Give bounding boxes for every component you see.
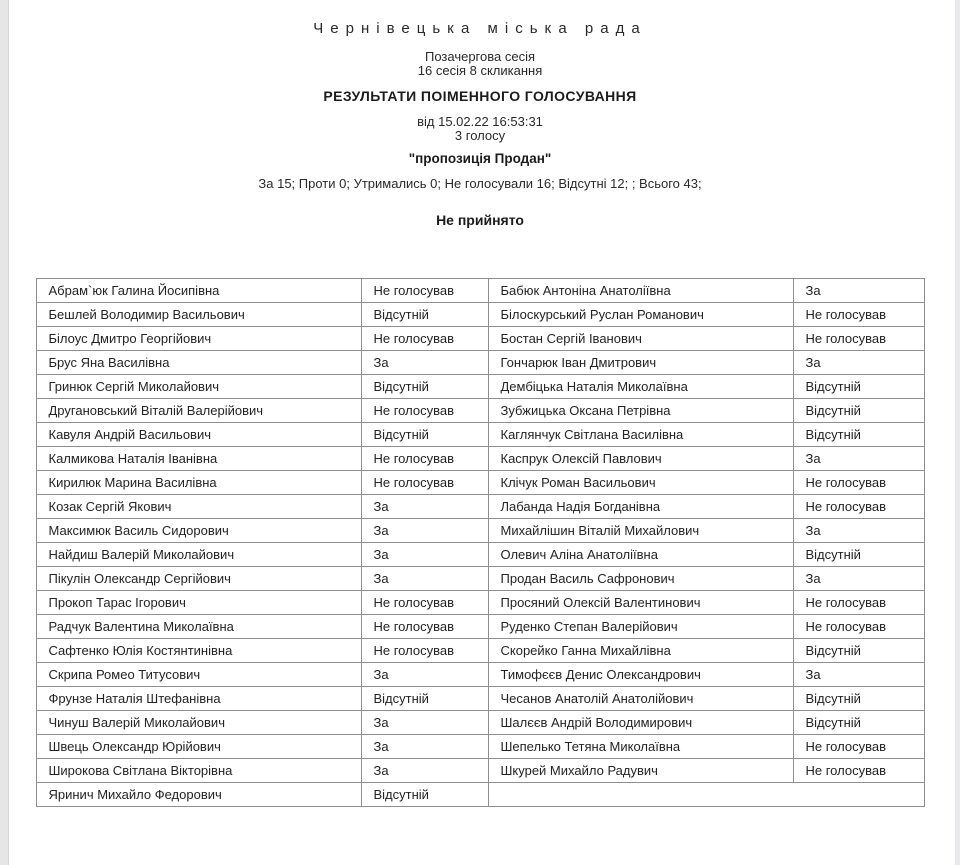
deputy-name-cell: Каглянчук Світлана Василівна (488, 423, 793, 447)
deputy-name-cell: Клічук Роман Васильович (488, 471, 793, 495)
deputy-name-cell: Лабанда Надія Богданівна (488, 495, 793, 519)
table-row (36, 471, 924, 495)
deputy-name-cell: Гринюк Сергій Миколайович (36, 375, 361, 399)
vote-cell: Відсутній (361, 687, 488, 711)
table-row (36, 543, 924, 567)
deputy-name-cell: Абрам`юк Галина Йосипівна (36, 279, 361, 303)
deputy-name-cell: Михайлішин Віталій Михайлович (488, 519, 793, 543)
vote-cell: За (793, 447, 924, 471)
table-row (36, 495, 924, 519)
deputy-name-cell: Кирилюк Марина Василівна (36, 471, 361, 495)
vote-cell: Не голосував (793, 327, 924, 351)
vote-cell: За (361, 567, 488, 591)
vote-cell: Не голосував (361, 615, 488, 639)
vote-cell: Не голосував (361, 591, 488, 615)
vote-datetime: від 15.02.22 16:53:31 (417, 114, 543, 129)
vote-cell: Відсутній (793, 399, 924, 423)
session-number: 16 сесія 8 скликання (417, 63, 543, 78)
vote-cell: Відсутній (361, 783, 488, 807)
deputy-name-cell: Білоскурський Руслан Романович (488, 303, 793, 327)
deputy-name-cell: Козак Сергій Якович (36, 495, 361, 519)
deputy-name-cell: Дембіцька Наталія Миколаївна (488, 375, 793, 399)
vote-cell: Відсутній (793, 375, 924, 399)
deputy-name-cell: Найдиш Валерій Миколайович (36, 543, 361, 567)
deputy-name-cell: Бешлей Володимир Васильович (36, 303, 361, 327)
table-row (36, 303, 924, 327)
vote-cell: Відсутній (793, 543, 924, 567)
vote-cell: Не голосував (361, 327, 488, 351)
deputy-name-cell: Широкова Світлана Вікторівна (36, 759, 361, 783)
vote-cell: За (361, 735, 488, 759)
table-row (36, 591, 924, 615)
session-type: Позачергова сесія (424, 49, 535, 64)
vote-cell: Не голосував (361, 471, 488, 495)
deputy-name-cell: Каспрук Олексій Павлович (488, 447, 793, 471)
table-row (36, 711, 924, 735)
vote-cell: Не голосував (793, 591, 924, 615)
vote-cell: За (361, 495, 488, 519)
table-row (36, 519, 924, 543)
deputy-name-cell: Скрипа Ромео Титусович (36, 663, 361, 687)
deputy-name-cell: Руденко Степан Валерійович (488, 615, 793, 639)
vote-cell: За (361, 519, 488, 543)
deputy-name-cell: Чинуш Валерій Миколайович (36, 711, 361, 735)
vote-cell: Не голосував (793, 615, 924, 639)
deputy-name-cell: Продан Василь Сафронович (488, 567, 793, 591)
vote-cell: За (793, 663, 924, 687)
vote-cell: Не голосував (361, 639, 488, 663)
deputy-name-cell: Бабюк Антоніна Анатоліївна (488, 279, 793, 303)
deputy-name-cell: Пікулін Олександр Сергійович (36, 567, 361, 591)
vote-cell: За (793, 567, 924, 591)
table-row (36, 759, 924, 783)
table-row (36, 351, 924, 375)
deputy-name-cell: Сафтенко Юлія Костянтинівна (36, 639, 361, 663)
table-row (36, 639, 924, 663)
vote-cell: Відсутній (361, 423, 488, 447)
table-row (36, 663, 924, 687)
voting-table (36, 278, 925, 807)
deputy-name-cell: Фрунзе Наталія Штефанівна (36, 687, 361, 711)
deputy-name-cell: Зубжицька Оксана Петрівна (488, 399, 793, 423)
table-row (36, 687, 924, 711)
vote-summary: За 15; Проти 0; Утримались 0; Не голосували 16; Відсутні 12; ; Всього 43; (258, 176, 702, 191)
table-row (36, 783, 924, 807)
vote-cell: Відсутній (361, 375, 488, 399)
deputy-name-cell: Прокоп Тарас Ігорович (36, 591, 361, 615)
table-row (36, 327, 924, 351)
vote-cell: За (361, 543, 488, 567)
vote-cell: За (361, 663, 488, 687)
proposal-title: "пропозиція Продан" (408, 151, 552, 166)
vote-cell: За (793, 279, 924, 303)
vote-cell: Не голосував (793, 471, 924, 495)
vote-cell: За (361, 711, 488, 735)
vote-cell: За (361, 351, 488, 375)
deputy-name-cell: Другановський Віталій Валерійович (36, 399, 361, 423)
deputy-name-cell: Максимюк Василь Сидорович (36, 519, 361, 543)
deputy-name-cell: Тимофєєв Денис Олександрович (488, 663, 793, 687)
vote-result: Не прийнято (436, 212, 524, 228)
deputy-name-cell: Швець Олександр Юрійович (36, 735, 361, 759)
table-row (36, 735, 924, 759)
vote-number: 3 голосу (454, 128, 506, 143)
voting-table-body (36, 279, 924, 807)
empty-cell (488, 783, 924, 807)
deputy-name-cell: Чесанов Анатолій Анатолійович (488, 687, 793, 711)
deputy-name-cell: Білоус Дмитро Георгійович (36, 327, 361, 351)
deputy-name-cell: Кавуля Андрій Васильович (36, 423, 361, 447)
vote-cell: Не голосував (793, 495, 924, 519)
vote-cell: Не голосував (361, 279, 488, 303)
vote-cell: За (793, 351, 924, 375)
deputy-name-cell: Шкурей Михайло Радувич (488, 759, 793, 783)
deputy-name-cell: Просяний Олексій Валентинович (488, 591, 793, 615)
vote-cell: Не голосував (361, 399, 488, 423)
vote-cell: Відсутній (793, 711, 924, 735)
council-title: Чернівецька міська рада (313, 20, 647, 37)
deputy-name-cell: Скорейко Ганна Михайлівна (488, 639, 793, 663)
deputy-name-cell: Гончарюк Іван Дмитрович (488, 351, 793, 375)
vote-cell: Не голосував (361, 447, 488, 471)
vote-cell: За (361, 759, 488, 783)
vote-cell: Відсутній (793, 687, 924, 711)
table-row (36, 567, 924, 591)
vote-cell: За (793, 519, 924, 543)
table-row (36, 375, 924, 399)
table-row (36, 423, 924, 447)
deputy-name-cell: Яринич Михайло Федорович (36, 783, 361, 807)
vote-cell: Не голосував (793, 759, 924, 783)
deputy-name-cell: Олевич Аліна Анатоліївна (488, 543, 793, 567)
vote-cell: Відсутній (361, 303, 488, 327)
table-row (36, 615, 924, 639)
vote-cell: Не голосував (793, 303, 924, 327)
deputy-name-cell: Брус Яна Василівна (36, 351, 361, 375)
deputy-name-cell: Бостан Сергій Іванович (488, 327, 793, 351)
vote-cell: Відсутній (793, 423, 924, 447)
table-row (36, 447, 924, 471)
deputy-name-cell: Калмикова Наталія Іванівна (36, 447, 361, 471)
deputy-name-cell: Радчук Валентина Миколаївна (36, 615, 361, 639)
table-row (36, 279, 924, 303)
table-row (36, 399, 924, 423)
vote-cell: Не голосував (793, 735, 924, 759)
deputy-name-cell: Шалєєв Андрій Володимирович (488, 711, 793, 735)
deputy-name-cell: Шепелько Тетяна Миколаївна (488, 735, 793, 759)
results-heading: РЕЗУЛЬТАТИ ПОІМЕННОГО ГОЛОСУВАННЯ (323, 88, 637, 104)
vote-cell: Відсутній (793, 639, 924, 663)
